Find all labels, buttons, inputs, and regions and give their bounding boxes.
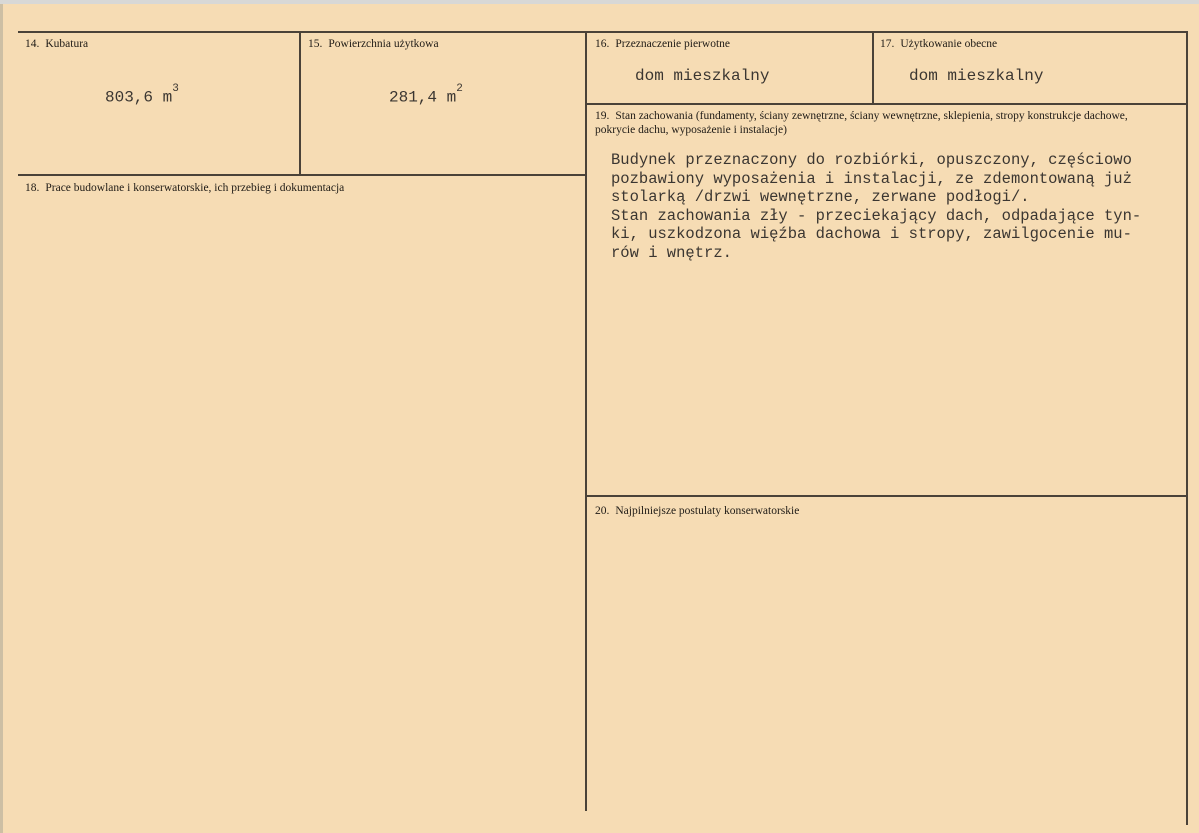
powierzchnia-value: 281,4 m	[389, 88, 457, 107]
field-18-title: Prace budowlane i konserwatorskie, ich przebieg i dokumentacja	[45, 182, 345, 194]
condition-line: ki, uszkodzona więźba dachowa i stropy, zawilgocenie mu-	[611, 225, 1132, 243]
field-20-number: 20.	[595, 505, 610, 517]
field-17-number: 17.	[880, 38, 895, 50]
field-16-title: Przeznaczenie pierwotne	[615, 38, 730, 50]
field-17-title: Użytkowanie obecne	[900, 38, 998, 50]
field-20-label	[595, 504, 799, 518]
condition-line: stolarką /drzwi wewnętrzne, zerwane podłogi/.	[611, 188, 1030, 206]
field-19-label	[595, 109, 1165, 137]
field-16-value: dom mieszkalny	[635, 67, 770, 85]
condition-line: Stan zachowania zły - przeciekający dach, odpadające tyn-	[611, 206, 1142, 225]
field-14-label	[25, 37, 88, 51]
field-16-label	[595, 37, 730, 51]
field-15-label	[308, 37, 439, 51]
field-14-title: Kubatura	[45, 38, 89, 50]
field-15-title: Powierzchnia użytkowa	[328, 38, 439, 50]
frame-right	[1186, 31, 1188, 825]
divider-14-15	[299, 31, 301, 174]
kubatura-value: 803,6 m	[105, 88, 173, 107]
field-18-label	[25, 181, 344, 195]
condition-line: Budynek przeznaczony do rozbiórki, opuszczony, częściowo	[611, 151, 1132, 169]
condition-line: rów i wnętrz.	[611, 243, 732, 262]
divider-16-17	[872, 31, 874, 103]
field-19-number: 19.	[595, 110, 610, 122]
field-17-value: dom mieszkalny	[909, 67, 1044, 85]
inventory-card	[0, 4, 1199, 833]
field-17-label	[880, 37, 997, 51]
field-19-typed-text	[611, 151, 1141, 262]
field-14-value	[105, 83, 179, 107]
field-19-title: Stan zachowania (fundamenty, ściany zewnętrzne, ściany wewnętrzne, sklepienia, stropy konstrukcje dachowe, pokrycie dachu, wyposażenie i instalacje)	[595, 110, 1128, 136]
field-18-number: 18.	[25, 182, 40, 194]
divider-16-19	[586, 103, 1187, 105]
condition-line: pozbawiony wyposażenia i instalacji, ze zdemontowaną już	[611, 169, 1132, 188]
kubatura-unit-exponent: 3	[172, 83, 179, 95]
field-14-number: 14.	[25, 38, 40, 50]
powierzchnia-unit-exponent: 2	[456, 83, 463, 95]
divider-19-20	[586, 495, 1187, 497]
divider-left-18	[18, 174, 586, 176]
divider-center	[585, 31, 587, 811]
field-15-value	[389, 83, 463, 107]
frame-top	[18, 31, 1188, 33]
field-16-number: 16.	[595, 38, 610, 50]
field-15-number: 15.	[308, 38, 323, 50]
field-20-title: Najpilniejsze postulaty konserwatorskie	[615, 505, 800, 517]
